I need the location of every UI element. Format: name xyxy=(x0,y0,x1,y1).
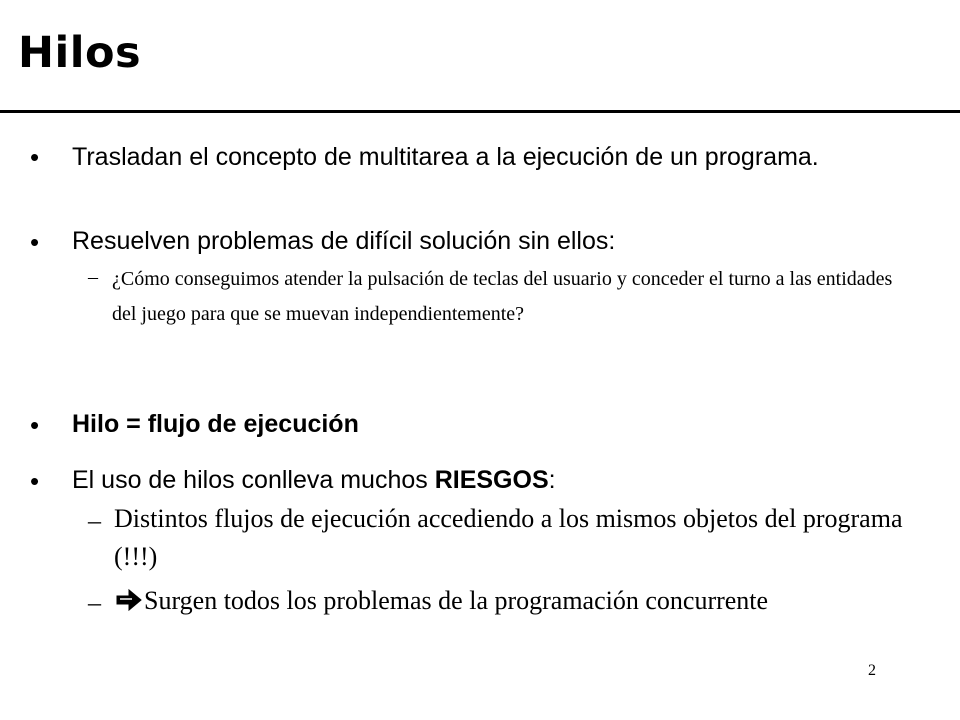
bullet-text-resuelven: Resuelven problemas de difícil solución sin ellos: xyxy=(72,227,616,255)
sub-bullet-marker: – xyxy=(88,588,101,617)
bullet-marker: • xyxy=(30,466,40,496)
title-divider xyxy=(0,110,960,113)
riesgos-suffix: : xyxy=(548,466,556,494)
bullet-text-hilo-definicion: Hilo = flujo de ejecución xyxy=(72,410,359,438)
bullet-marker: • xyxy=(30,142,40,172)
bullet-text-multitarea: Trasladan el concepto de multitarea a la ejecución de un programa. xyxy=(72,143,819,171)
bullet-marker: • xyxy=(30,410,40,440)
riesgos-emphasis: RIESGOS xyxy=(434,466,549,494)
slide-title: Hilos xyxy=(18,28,142,78)
sub-bullet-text-pulsacion: ¿Cómo conseguimos atender la pulsación de teclas del usuario y conceder el turno a las entidades del juego para que se muevan independientemente? xyxy=(112,268,893,325)
page-number: 2 xyxy=(868,662,876,679)
bullet-text-riesgos xyxy=(72,463,892,497)
bullet-marker: • xyxy=(30,227,40,257)
sub-bullet-text-flujos: Distintos flujos de ejecución accediendo a los mismos objetos del programa (!!!) xyxy=(114,504,903,571)
riesgos-prefix: El uso de hilos conlleva muchos xyxy=(72,466,435,494)
sub-bullet-text-concurrente xyxy=(116,582,816,623)
concurrente-text: Surgen todos los problemas de la programación concurrente xyxy=(144,586,769,615)
right-arrow-icon xyxy=(116,585,142,623)
sub-bullet-marker: – xyxy=(88,266,98,288)
sub-bullet-marker: – xyxy=(88,506,101,535)
